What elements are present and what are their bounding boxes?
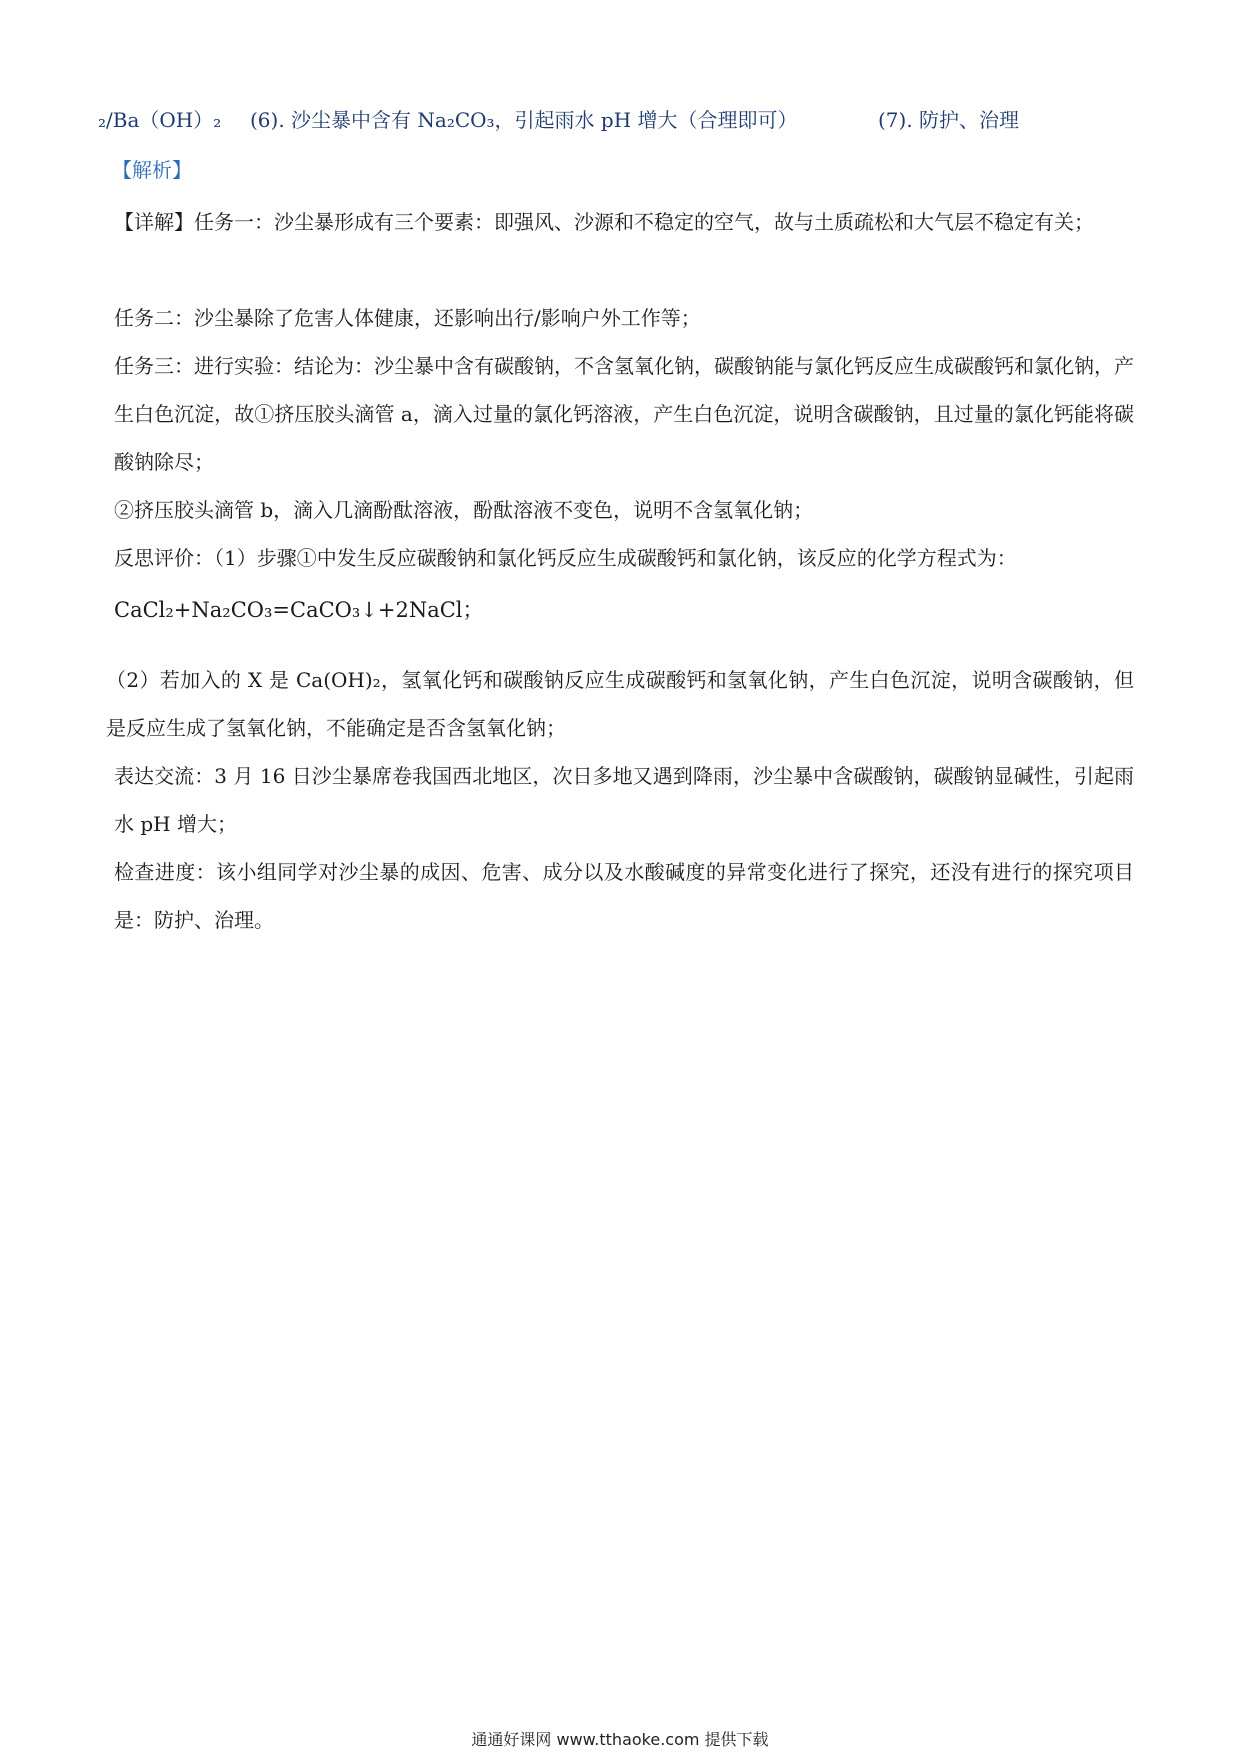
paragraph-expression-exchange: 表达交流：3 月 16 日沙尘暴席卷我国西北地区，次日多地又遇到降雨，沙尘暴中含碳酸钠，碳酸钠显碱性，引起雨水 pH 增大； <box>114 764 1134 836</box>
paragraph-progress-check: 检查进度：该小组同学对沙尘暴的成因、危害、成分以及水酸碱度的异常变化进行了探究，还没有进行的探究项目是：防护、治理。 <box>114 860 1134 932</box>
answer-part-7: (7). 防护、治理 <box>878 108 1020 132</box>
section-label-analysis: 【解析】 <box>112 158 192 182</box>
paragraph-step-two: ②挤压胶头滴管 b，滴入几滴酚酞溶液，酚酞溶液不变色，说明不含氢氧化钠； <box>114 498 814 522</box>
paragraph-reflection: 反思评价：（1）步骤①中发生反应碳酸钠和氯化钙反应生成碳酸钙和氯化钠，该反应的化学方程式为： <box>114 546 1017 570</box>
answer-part-5: ₂/Ba（OH）₂ <box>98 108 222 132</box>
paragraph-task-one: 【详解】任务一：沙尘暴形成有三个要素：即强风、沙源和不稳定的空气，故与土质疏松和大气层不稳定有关； <box>114 210 1094 234</box>
answer-part-6: (6). 沙尘暴中含有 Na₂CO₃，引起雨水 pH 增大（合理即可） <box>250 108 798 132</box>
chemical-equation: CaCl₂+Na₂CO₃=CaCO₃↓+2NaCl； <box>114 598 484 622</box>
answer-summary-line <box>98 106 1019 134</box>
paragraph-task-two: 任务二：沙尘暴除了危害人体健康，还影响出行/影响户外工作等； <box>114 306 701 330</box>
paragraph-reflection-two: （2）若加入的 X 是 Ca(OH)₂，氢氧化钙和碳酸钠反应生成碳酸钙和氢氧化钠，产生白色沉淀，说明含碳酸钠，但是反应生成了氢氧化钠，不能确定是否含氢氧化钠； <box>106 668 1134 740</box>
paragraph-task-three: 任务三：进行实验：结论为：沙尘暴中含有碳酸钠，不含氢氧化钠，碳酸钠能与氯化钙反应生成碳酸钙和氯化钠，产生白色沉淀，故①挤压胶头滴管 a，滴入过量的氯化钙溶液，产生白色沉淀，说明含碳酸钠，且过量的氯化钙能将碳酸钠除尽； <box>114 354 1134 474</box>
page-footer: 通通好课网 www.tthaoke.com 提供下载 <box>471 1730 769 1749</box>
